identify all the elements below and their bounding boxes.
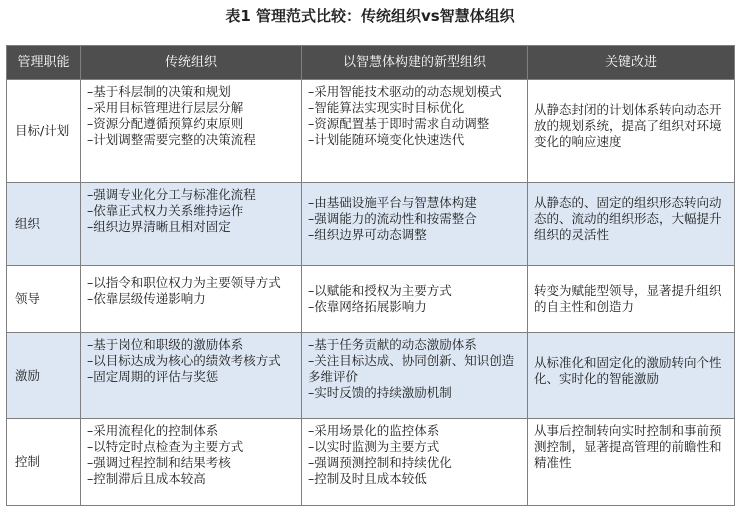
list-item: –采用流程化的控制体系 — [87, 423, 219, 438]
list-item: –计划能随环境变化快速迭代 — [308, 132, 465, 147]
traditional-cell — [81, 80, 302, 183]
table-row — [7, 266, 735, 333]
improvement-text: 转变为赋能型领导，显著提升组织的自主性和创造力 — [534, 283, 722, 314]
list-item: –以特定时点检查为主要方式 — [87, 439, 244, 454]
header-traditional: 传统组织 — [81, 46, 302, 80]
list-item: –控制及时且成本较低 — [308, 471, 427, 486]
list-item: –采用目标管理进行层层分解 — [87, 100, 244, 115]
list-item: –组织边界清晰且相对固定 — [87, 219, 231, 234]
table-caption: 表1 管理范式比较：传统组织vs智慧体组织 — [225, 7, 515, 25]
new-organization-cell — [302, 266, 528, 333]
traditional-cell — [81, 266, 302, 333]
new-organization-cell — [302, 333, 528, 419]
list-item: –采用智能技术驱动的动态规划模式 — [308, 84, 502, 99]
list-item: –以目标达成为核心的绩效考核方式 — [87, 353, 281, 368]
new-organization-cell — [302, 419, 528, 506]
header-function: 管理职能 — [7, 46, 81, 80]
list-item: –计划调整需要完整的决策流程 — [87, 132, 256, 147]
function-cell: 目标/计划 — [7, 80, 81, 183]
traditional-cell — [81, 183, 302, 266]
new-organization-cell — [302, 183, 528, 266]
list-item: –智能算法实现实时目标优化 — [308, 100, 465, 115]
list-item: –强调能力的流动性和按需整合 — [308, 211, 477, 226]
new-organization-cell — [302, 80, 528, 183]
list-item: –资源分配遵循预算约束原则 — [87, 116, 244, 131]
improvement-text: 从静态封闭的计划体系转向动态开放的规划系统，提高了组织对环境变化的响应速度 — [534, 102, 722, 149]
list-item: –以指令和职位权力为主要领导方式 — [87, 275, 281, 290]
table-row — [7, 80, 735, 183]
table-row — [7, 183, 735, 266]
list-item: –基于科层制的决策和规划 — [87, 84, 231, 99]
list-item: –组织边界可动态调整 — [308, 227, 427, 242]
list-item: –以实时监测为主要方式 — [308, 439, 440, 454]
list-item: –采用场景化的监控体系 — [308, 423, 440, 438]
list-item: –基于岗位和职级的激励体系 — [87, 337, 244, 352]
header-new-organization: 以智慧体构建的新型组织 — [302, 46, 528, 80]
function-cell: 激励 — [7, 333, 81, 419]
comparison-table — [6, 45, 735, 506]
improvement-cell — [528, 333, 735, 419]
traditional-cell — [81, 333, 302, 419]
list-item: –固定周期的评估与奖惩 — [87, 369, 219, 384]
list-item: –关注目标达成、协同创新、知识创造多维评价 — [308, 353, 515, 384]
table-row — [7, 333, 735, 419]
header-key-improvement: 关键改进 — [528, 46, 735, 80]
list-item: –依靠层级传递影响力 — [87, 291, 206, 306]
improvement-text: 从标准化和固定化的激励转向个性化、实时化的智能激励 — [534, 355, 722, 386]
list-item: –实时反馈的持续激励机制 — [308, 385, 452, 400]
traditional-cell — [81, 419, 302, 506]
table-row — [7, 419, 735, 506]
improvement-cell — [528, 419, 735, 506]
list-item: –控制滞后且成本较高 — [87, 471, 206, 486]
improvement-text: 从静态的、固定的组织形态转向动态的、流动的组织形态，大幅提升组织的灵活性 — [534, 195, 722, 242]
list-item: –以赋能和授权为主要方式 — [308, 283, 452, 298]
improvement-cell — [528, 80, 735, 183]
list-item: –依靠网络拓展影响力 — [308, 299, 427, 314]
list-item: –基于任务贡献的动态激励体系 — [308, 337, 477, 352]
function-cell: 组织 — [7, 183, 81, 266]
list-item: –强调预测控制和持续优化 — [308, 455, 452, 470]
function-cell: 控制 — [7, 419, 81, 506]
improvement-text: 从事后控制转向实时控制和事前预测控制，显著提高管理的前瞻性和精准性 — [534, 423, 722, 470]
list-item: –强调专业化分工与标准化流程 — [87, 187, 256, 202]
header-row — [7, 46, 735, 80]
improvement-cell — [528, 266, 735, 333]
list-item: –强调过程控制和结果考核 — [87, 455, 231, 470]
list-item: –资源配置基于即时需求自动调整 — [308, 116, 490, 131]
list-item: –依靠正式权力关系维持运作 — [87, 203, 244, 218]
list-item: –由基础设施平台与智慧体构建 — [308, 195, 477, 210]
function-cell: 领导 — [7, 266, 81, 333]
improvement-cell — [528, 183, 735, 266]
